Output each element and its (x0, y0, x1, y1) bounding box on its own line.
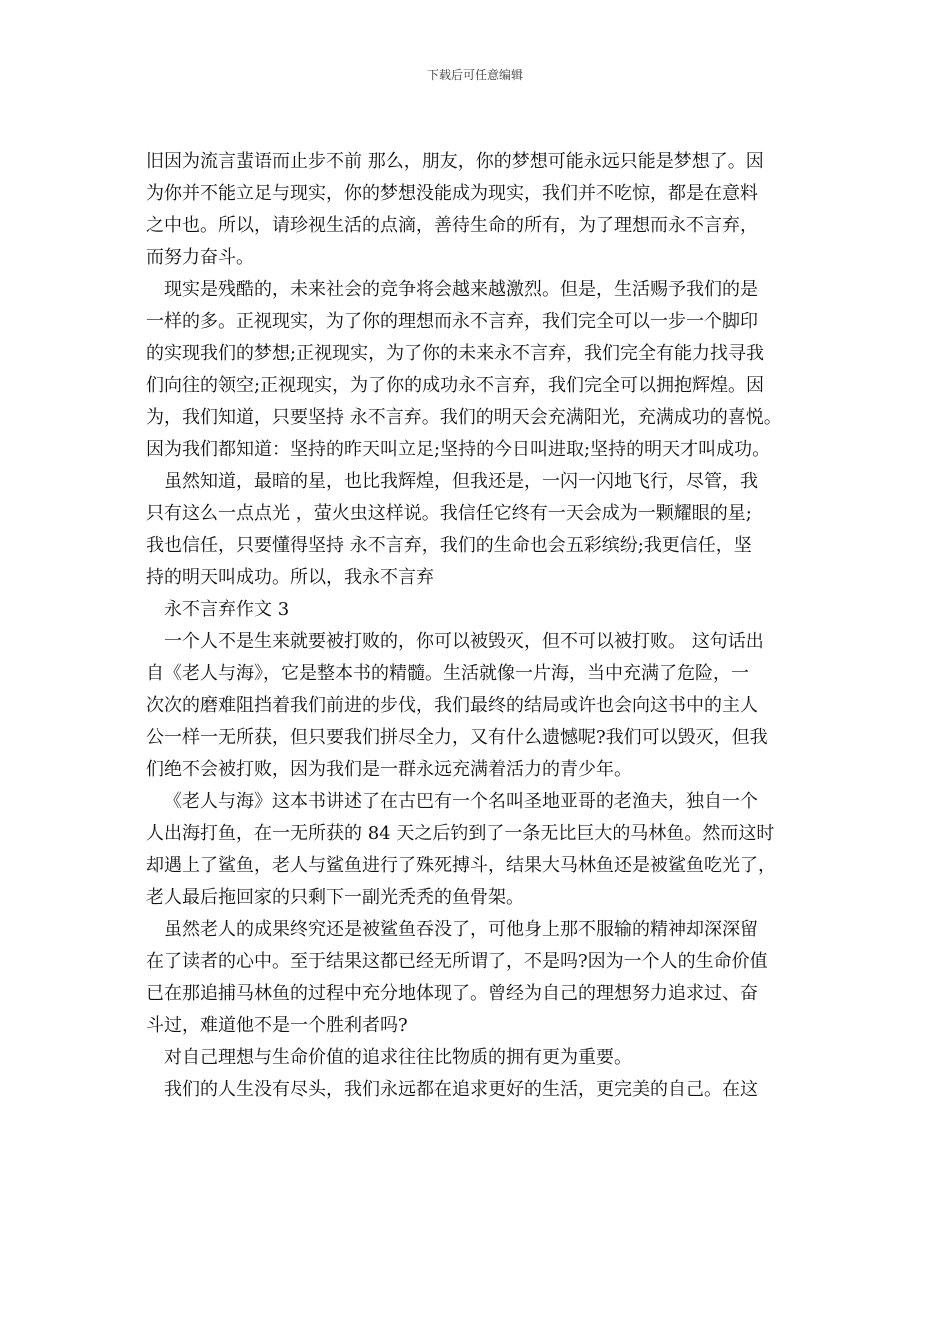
document-body (146, 146, 810, 1106)
text-line: 虽然知道，最暗的星，也比我辉煌，但我还是，一闪一闪地飞行，尽管，我 (164, 471, 758, 492)
text-line: 为，我们知道，只要坚持 永不言弃。我们的明天会充满阳光，充满成功的喜悦。 (146, 407, 782, 428)
text-line: 一个人不是生来就要被打败的，你可以被毁灭，但不可以被打败。 这句话出 (164, 631, 764, 652)
text-line: 只有这么一点点光 ，萤火虫这样说。我信任它终有一天会成为一颗耀眼的星; (146, 503, 752, 524)
text-line: 在了读者的心中。至于结果这都已经无所谓了，不是吗?因为一个人的生命价值 (146, 951, 768, 972)
text-line: 们绝不会被打败，因为我们是一群永远充满着活力的青少年。 (146, 759, 632, 780)
text-line: 一样的多。正视现实，为了你的理想而永不言弃，我们完全可以一步一个脚印 (146, 311, 758, 332)
text-line: 永不言弃作文 3 (164, 599, 290, 620)
text-line: 老人最后拖回家的只剩下一副光秃秃的鱼骨架。 (146, 887, 524, 908)
text-line: 之中也。所以，请珍视生活的点滴，善待生命的所有，为了理想而永不言弃， (146, 215, 758, 236)
text-line: 因为我们都知道：坚持的昨天叫立足;坚持的今日叫进取;坚持的明天才叫成功。 (146, 439, 771, 460)
text-line: 人出海打鱼，在一无所获的 84 天之后钓到了一条无比巨大的马林鱼。然而这时 (146, 823, 775, 844)
text-line: 已在那追捕马林鱼的过程中充分地体现了。曾经为自己的理想努力追求过、奋 (146, 983, 758, 1004)
text-line: 现实是残酷的，未来社会的竞争将会越来越激烈。但是，生活赐予我们的是 (164, 279, 758, 300)
text-line: 对自己理想与生命价值的追求往往比物质的拥有更为重要。 (164, 1047, 632, 1068)
text-line: 《老人与海》这本书讲述了在古巴有一个名叫圣地亚哥的老渔夫，独自一个 (164, 791, 758, 812)
text-line: 们向往的领空;正视现实，为了你的成功永不言弃，我们完全可以拥抱辉煌。因 (146, 375, 765, 396)
text-line: 我也信任，只要懂得坚持 永不言弃，我们的生命也会五彩缤纷;我更信任，坚 (146, 535, 752, 556)
text-line: 斗过，难道他不是一个胜利者吗? (146, 1015, 408, 1036)
text-line: 持的明天叫成功。所以，我永不言弃 (146, 567, 434, 588)
text-line: 我们的人生没有尽头，我们永远都在追求更好的生活，更完美的自己。在这 (164, 1079, 758, 1100)
text-line: 自《老人与海》，它是整本书的精髓。生活就像一片海，当中充满了危险，一 (146, 663, 749, 684)
text-line: 为你并不能立足与现实，你的梦想没能成为现实，我们并不吃惊，都是在意料 (146, 183, 758, 204)
text-line: 旧因为流言蜚语而止步不前 那么，朋友，你的梦想可能永远只能是梦想了。因 (146, 151, 764, 172)
text-line: 虽然老人的成果终究还是被鲨鱼吞没了，可他身上那不服输的精神却深深留 (164, 919, 758, 940)
page-header: 下载后可任意编辑 (426, 68, 523, 82)
text-line: 次次的磨难阻挡着我们前进的步伐，我们最终的结局或许也会向这书中的主人 (146, 695, 758, 716)
text-line: 而努力奋斗。 (146, 247, 254, 268)
text-line: 公一样一无所获，但只要我们拼尽全力，又有什么遗憾呢?我们可以毁灭，但我 (146, 727, 768, 748)
text-line: 却遇上了鲨鱼，老人与鲨鱼进行了殊死搏斗，结果大马林鱼还是被鲨鱼吃光了， (146, 855, 776, 876)
text-line: 的实现我们的梦想;正视现实，为了你的未来永不言弃，我们完全有能力找寻我 (146, 343, 765, 364)
